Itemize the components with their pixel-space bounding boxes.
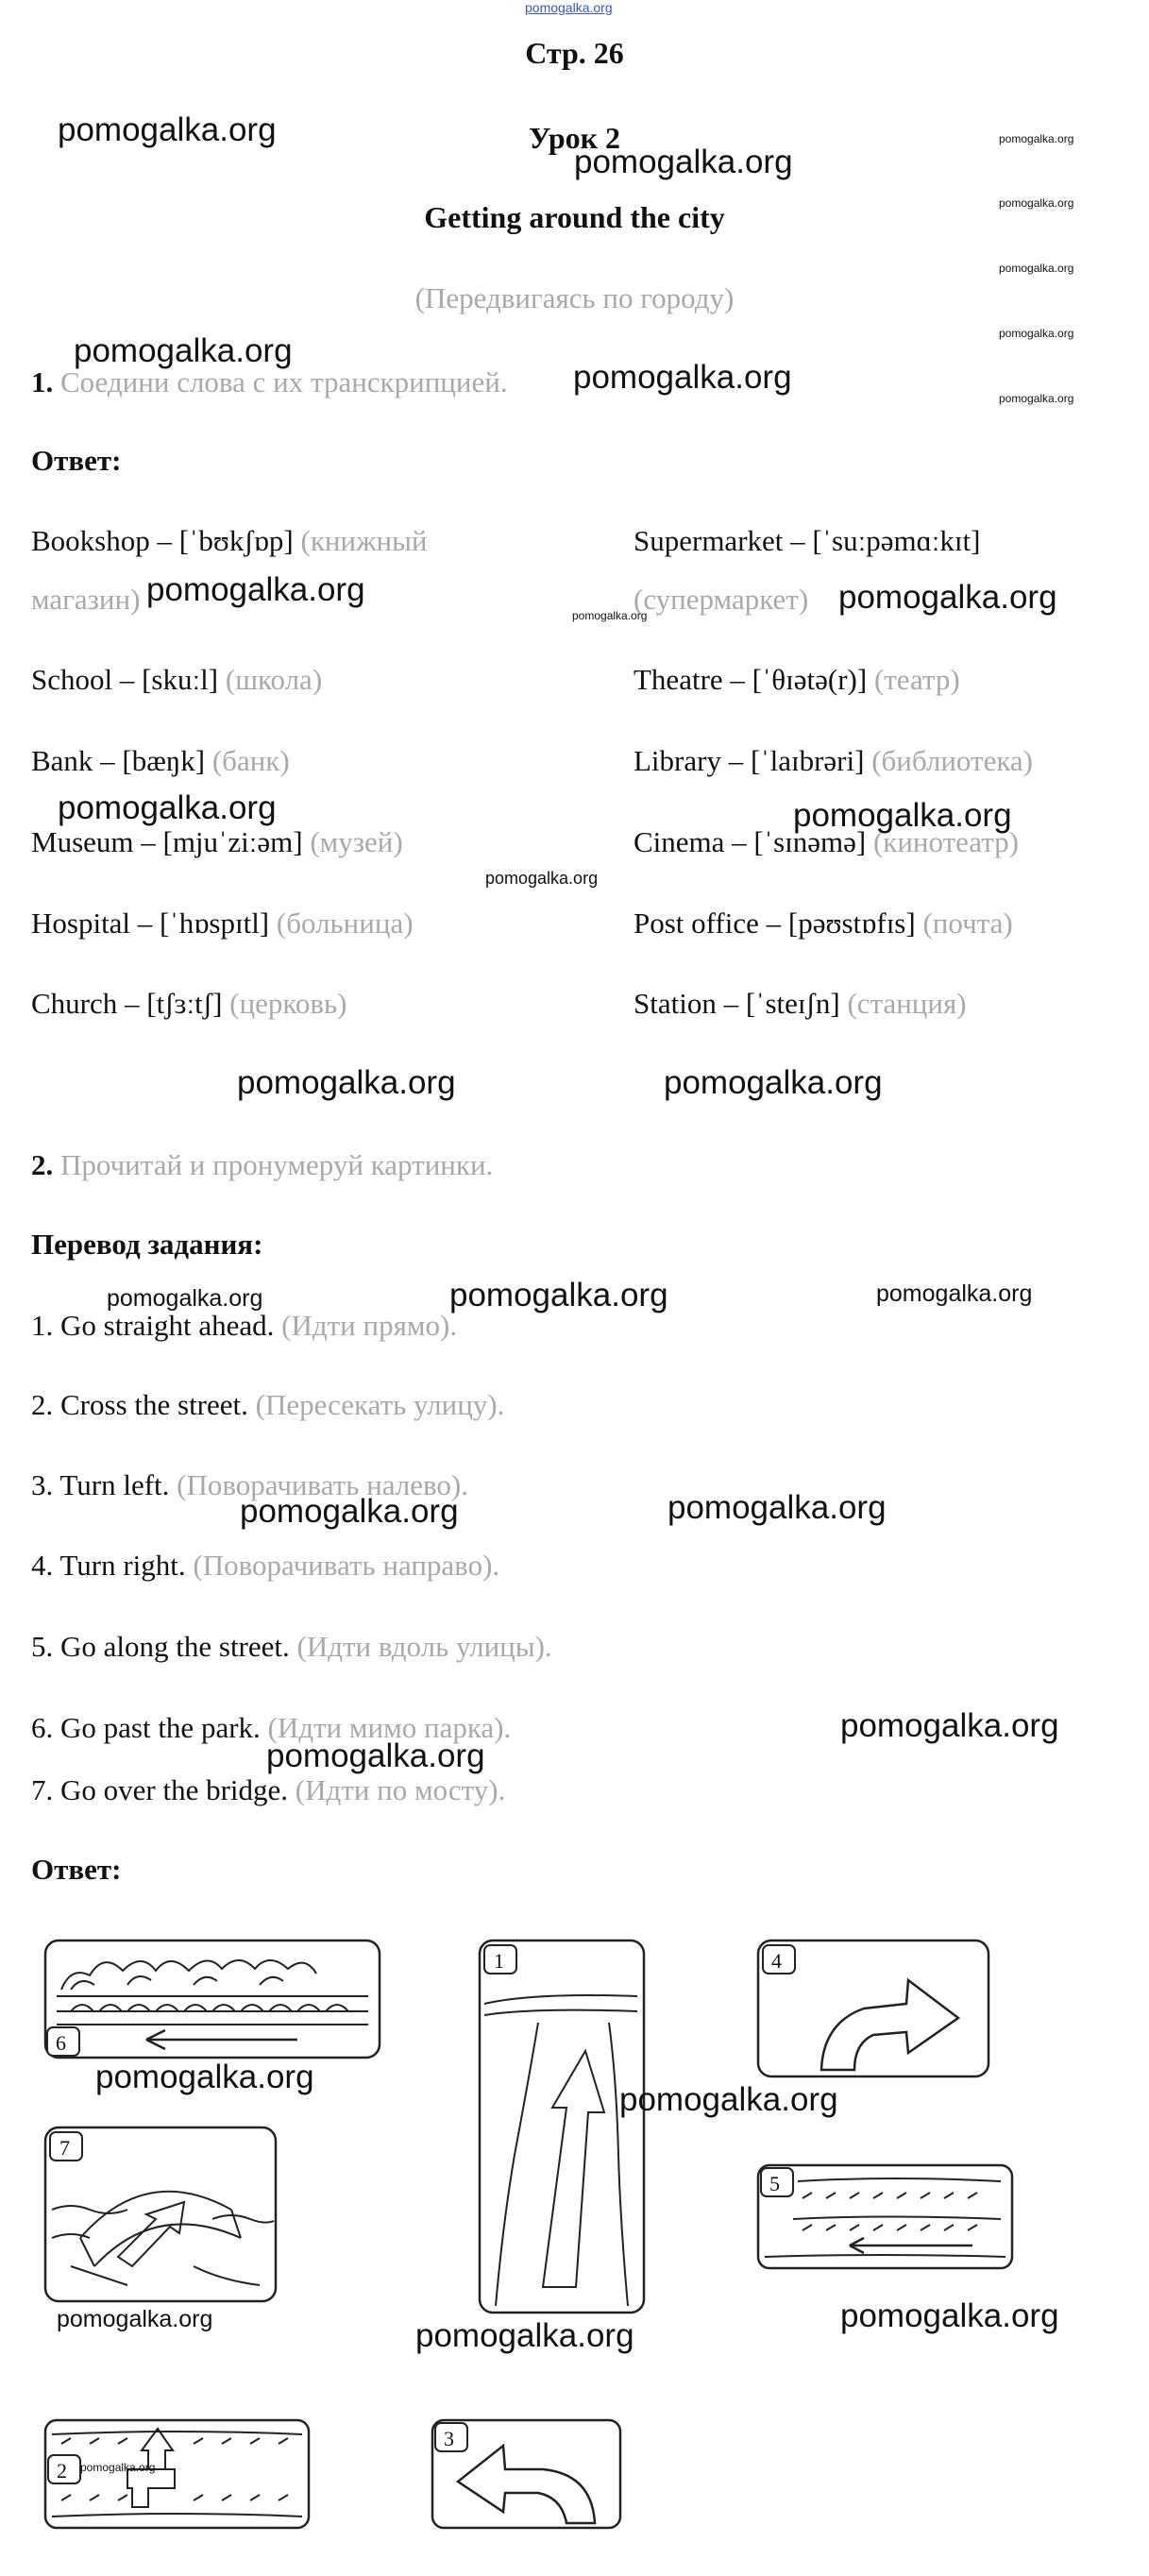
pair-word: Station – [ˈsteɪʃn] [634, 987, 840, 1020]
picture-card-park [42, 1938, 382, 2060]
watermark: pomogalka.org [876, 1280, 1033, 1307]
picture-number: 5 [769, 2172, 780, 2195]
picture-card-cross-street [42, 2417, 312, 2531]
pair-translation: (церковь) [229, 987, 347, 1020]
watermark: pomogalka.org [57, 2306, 213, 2332]
task2-instruction: Прочитай и пронумеруй картинки. [60, 1148, 494, 1181]
pair-translation: (почта) [922, 907, 1013, 940]
watermark: pomogalka.org [999, 327, 1074, 340]
item-ru: (Идти вдоль улицы). [296, 1630, 552, 1663]
watermark: pomogalka.org [415, 2317, 634, 2354]
pair-supermarket [634, 522, 980, 560]
item-en: 6. Go past the park. [31, 1711, 261, 1744]
watermark: pomogalka.org [266, 1737, 485, 1774]
watermark: pomogalka.org [74, 332, 293, 369]
task1-instruction: Соедини слова с их транскрипцией. [60, 365, 508, 398]
watermark: pomogalka.org [449, 1277, 668, 1313]
pair-translation: (банк) [211, 744, 290, 777]
task2-item [31, 1771, 505, 1809]
pair-translation: (музей) [310, 825, 403, 858]
item-en: 5. Go along the street. [31, 1630, 290, 1663]
pair-word: Cinema – [ˈsɪnəmə] [634, 825, 867, 858]
watermark: pomogalka.org [664, 1064, 883, 1101]
item-ru: (Поворачивать налево). [177, 1468, 468, 1501]
pair-translation: (кинотеатр) [872, 825, 1019, 858]
watermark: pomogalka.org [619, 2081, 838, 2118]
pair-word: Museum – [mjuˈziːəm] [31, 825, 303, 858]
pair-translation: (станция) [847, 987, 967, 1020]
pair-post-office [634, 905, 1013, 942]
item-ru: (Идти по мосту). [295, 1773, 506, 1806]
picture-number: 1 [494, 1949, 504, 1973]
picture-card-bridge [42, 2125, 279, 2304]
watermark: pomogalka.org [95, 2059, 314, 2095]
pair-word: Theatre – [ˈθɪətə(r)] [634, 663, 868, 696]
picture-number: 2 [57, 2459, 67, 2483]
along-street-illustration [755, 2162, 1015, 2271]
watermark: pomogalka.org [80, 2461, 156, 2474]
watermark: pomogalka.org [107, 1285, 263, 1312]
watermark: pomogalka.org [999, 132, 1074, 145]
picture-card-straight [477, 1938, 647, 2315]
pair-translation-cont: магазин) [31, 583, 141, 616]
pair-word: Supermarket – [ˈsuːpəmɑːkɪt] [634, 524, 981, 557]
lesson-label: Урок 2 [528, 121, 621, 155]
pair-school [31, 661, 322, 699]
pair-library [634, 742, 1033, 780]
turn-left-illustration [430, 2417, 623, 2531]
task2-answer-label: Ответ: [31, 1853, 122, 1886]
watermark: pomogalka.org [840, 1707, 1059, 1744]
watermark: pomogalka.org [58, 789, 277, 826]
pair-bank [31, 742, 290, 780]
pair-museum [31, 823, 403, 861]
pair-word: Post office – [pəʊstɒfɪs] [634, 907, 916, 940]
pair-word: Bookshop – [ˈbʊkʃɒp] [31, 524, 294, 557]
pair-translation: (больница) [276, 907, 414, 940]
pair-word: Library – [ˈlaɪbrəri] [634, 744, 865, 777]
item-ru: (Идти мимо парка). [267, 1711, 512, 1744]
watermark: pomogalka.org [573, 359, 792, 396]
pair-word: Bank – [bæŋk] [31, 744, 206, 777]
pair-theatre [634, 661, 960, 699]
watermark: pomogalka.org [999, 262, 1074, 275]
watermark: pomogalka.org [838, 579, 1057, 616]
task2-item [31, 1628, 552, 1666]
pair-bookshop [31, 522, 428, 560]
picture-number: 7 [59, 2136, 70, 2160]
straight-illustration [477, 1938, 647, 2315]
picture-number: 3 [444, 2427, 454, 2450]
pair-word: School – [skuːl] [31, 663, 219, 696]
pair-translation: (библиотека) [871, 744, 1034, 777]
pair-station [634, 985, 967, 1023]
item-en: 4. Turn right. [31, 1549, 186, 1582]
item-en: 7. Go over the bridge. [31, 1773, 289, 1806]
pair-translation: (школа) [225, 663, 323, 696]
picture-card-turn-left [430, 2417, 623, 2531]
item-en: 2. Cross the street. [31, 1388, 248, 1421]
watermark: pomogalka.org [58, 111, 277, 148]
pair-church [31, 985, 346, 1023]
picture-card-turn-right [755, 1938, 991, 2079]
item-en: 3. Turn left. [31, 1468, 170, 1501]
task2-heading [31, 1146, 493, 1184]
page-number: Стр. 26 [525, 36, 624, 70]
task1-answer-label: Ответ: [31, 444, 122, 477]
watermark: pomogalka.org [240, 1493, 459, 1530]
pair-translation: (книжный [300, 524, 428, 557]
watermark: pomogalka.org [146, 571, 365, 608]
item-ru: (Идти прямо). [281, 1309, 458, 1342]
picture-number: 6 [56, 2031, 66, 2055]
picture-card-along-street [755, 2162, 1015, 2271]
watermark: pomogalka.org [999, 392, 1074, 405]
watermark: pomogalka.org [999, 196, 1074, 210]
task2-item [31, 1547, 499, 1585]
item-ru: (Пересекать улицу). [255, 1388, 505, 1421]
cross-street-illustration [42, 2417, 312, 2531]
watermark: pomogalka.org [667, 1489, 887, 1526]
watermark: pomogalka.org [485, 869, 599, 888]
task2-item [31, 1307, 457, 1345]
watermark: pomogalka.org [572, 609, 648, 622]
watermark: pomogalka.org [840, 2297, 1059, 2334]
lesson-title: Getting around the city [424, 200, 725, 234]
pair-translation: (супермаркет) [634, 583, 809, 616]
task2-translation-label: Перевод задания: [31, 1228, 263, 1261]
task2-item [31, 1386, 504, 1424]
pair-hospital [31, 905, 414, 942]
picture-number: 4 [771, 1949, 782, 1973]
top-site-link[interactable]: pomogalka.org [525, 0, 613, 15]
watermark: pomogalka.org [574, 144, 793, 180]
pair-word: Hospital – [ˈhɒspɪtl] [31, 907, 270, 940]
turn-right-illustration [755, 1938, 991, 2079]
item-en: 1. Go straight ahead. [31, 1309, 275, 1342]
pair-word: Church – [tʃɜːtʃ] [31, 987, 223, 1020]
watermark: pomogalka.org [237, 1064, 456, 1101]
task2-number: 2. [31, 1148, 54, 1181]
item-ru: (Поворачивать направо). [193, 1549, 500, 1582]
park-illustration [42, 1938, 382, 2060]
pair-translation: (театр) [873, 663, 960, 696]
watermark: pomogalka.org [793, 797, 1012, 834]
task1-number: 1. [31, 365, 54, 398]
bridge-illustration [42, 2125, 279, 2304]
lesson-subtitle: (Передвигаясь по городу) [414, 281, 735, 314]
